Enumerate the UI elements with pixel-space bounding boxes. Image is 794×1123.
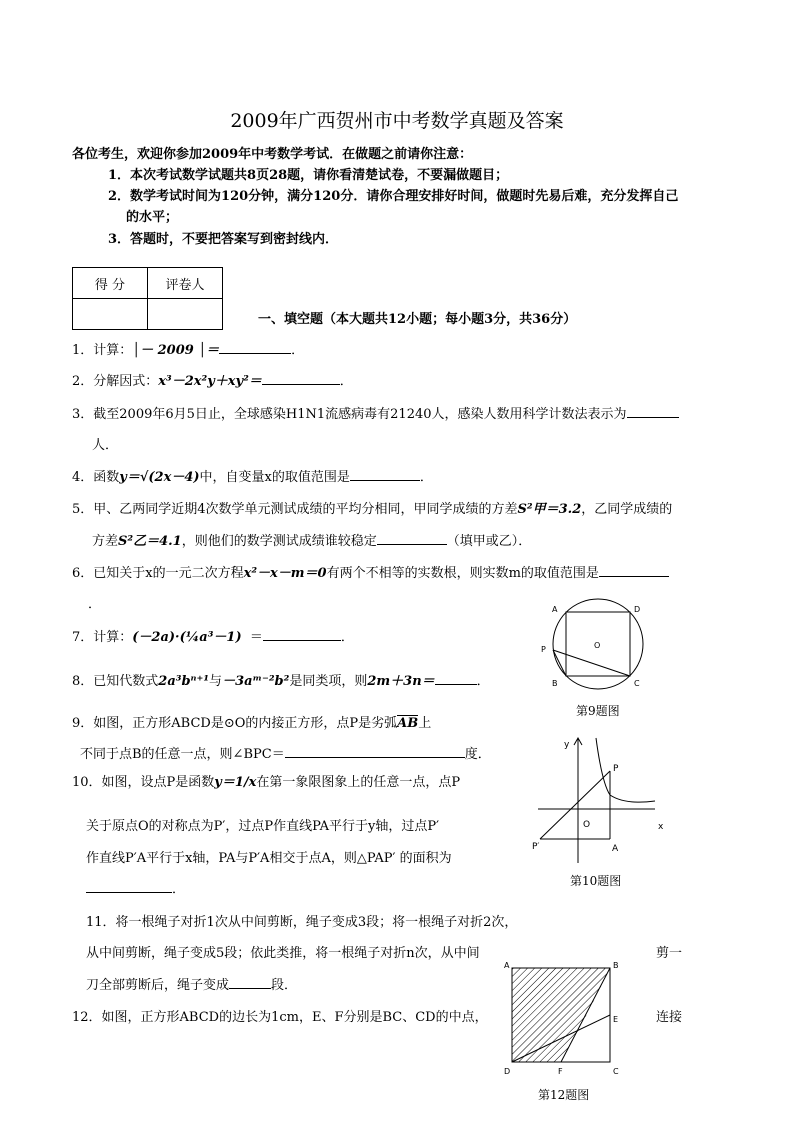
label-p: P	[541, 645, 546, 654]
section-heading: 一、填空题（本大题共12小题；每小题3分，共36分）	[258, 312, 577, 327]
question-10-line4: ．	[86, 878, 185, 897]
intro-note-1: 1．本次考试数学试题共8页28题，请你看清楚试卷，不要漏做题目；	[108, 168, 509, 183]
shaded-region	[512, 968, 610, 1062]
label-p: P	[613, 764, 619, 774]
score-header: 得 分	[73, 268, 148, 299]
intro-greeting: 各位考生，欢迎你参加2009年中考数学考试．在做题之前请你注意：	[72, 147, 473, 162]
grader-cell[interactable]	[148, 299, 223, 330]
score-table	[72, 267, 223, 330]
label-f: F	[558, 1067, 563, 1076]
label-a: A	[552, 605, 558, 614]
label-x: x	[658, 822, 664, 832]
score-cell[interactable]	[73, 299, 148, 330]
question-10: 10．如图，设点P是函数y＝1/x在第一象限图象上的任意一点，点P	[72, 775, 461, 790]
label-c: C	[613, 1067, 619, 1076]
label-d: D	[634, 605, 641, 614]
label-p-prime: P′	[532, 842, 540, 852]
figure-12-caption: 第12题图	[538, 1088, 590, 1102]
question-3-cont: 人．	[92, 438, 119, 453]
question-10-line2: 关于原点O的对称点为P′，过点P作直线PA平行于y轴，过点P′	[86, 819, 440, 834]
figure-9	[530, 596, 670, 696]
figure-12	[500, 960, 625, 1080]
label-d: D	[504, 1067, 511, 1076]
question-5-cont: 方差S²乙＝4.1，则他们的数学测试成绩谁较稳定 （填甲或乙）．	[92, 530, 531, 549]
figure-10-caption: 第10题图	[570, 874, 622, 888]
question-6-end: ．	[88, 597, 102, 612]
question-11-line2: 从中间剪断，绳子变成5段；依此类推，将一根绳子对折n次，从中间	[86, 946, 480, 961]
page-title: 2009年广西贺州市中考数学真题及答案	[230, 110, 564, 132]
segment-pp2	[540, 771, 610, 839]
label-e: E	[613, 1015, 619, 1024]
label-b: B	[552, 679, 558, 688]
question-3: 3．截至2009年6月5日止，全球感染H1N1流感病毒有21240人，感染人数用科学计数法表示为	[72, 403, 679, 422]
question-9: 9．如图，正方形ABCD是⊙O的内接正方形，点P是劣弧AB上	[72, 716, 432, 731]
question-6: 6．已知关于x的一元二次方程x²－x－m＝0有两个不相等的实数根，则实数m的取值范围是	[72, 562, 669, 581]
question-11-line3: 刀全部剪断后，绳子变成 段．	[86, 974, 297, 993]
question-12-end: 连接	[656, 1010, 683, 1025]
label-c: C	[634, 679, 640, 688]
label-o: O	[594, 641, 601, 650]
label-b: B	[613, 961, 619, 970]
question-4: 4．函数y＝√(2x－4)中，自变量x的取值范围是 ．	[72, 466, 433, 485]
question-11: 11．将一根绳子对折1次从中间剪断，绳子变成3段；将一根绳子对折2次，	[86, 915, 518, 930]
question-10-line3: 作直线P′A平行于x轴，PA与P′A相交于点A，则△PAP′ 的面积为	[86, 851, 452, 866]
question-8: 8．已知代数式2a³bⁿ⁺¹与－3aᵐ⁻²b²是同类项，则2m＋3n＝ ．	[72, 670, 490, 689]
question-12: 12．如图，正方形ABCD的边长为1cm，E、F分别是BC、CD的中点，	[72, 1010, 488, 1025]
intro-note-2a: 2．数学考试时间为120分钟，满分120分．请你合理安排好时间，做题时先易后难，充分发挥自己	[108, 189, 679, 204]
question-9-cont: 不同于点B的任意一点，则∠BPC＝ 度．	[80, 743, 491, 762]
hyperbola-curve	[596, 738, 655, 802]
question-7: 7．计算：(－2a)·(¼a³－1) ＝ ．	[72, 626, 354, 645]
label-o: O	[583, 820, 591, 830]
question-2: 2．分解因式：x³－2x²y＋xy²＝ ．	[72, 370, 353, 389]
grader-header: 评卷人	[148, 268, 223, 299]
label-a: A	[612, 844, 619, 854]
figure-9-caption: 第9题图	[576, 704, 620, 718]
question-1: 1．计算：│－ 2009 │＝ ．	[72, 339, 304, 358]
question-5: 5．甲、乙两同学近期4次数学单元测试成绩的平均分相同，甲同学成绩的方差S²甲＝3.2，乙同学成绩的	[72, 502, 673, 517]
label-a: A	[504, 961, 510, 970]
question-11-line2-end: 剪一	[656, 946, 683, 961]
label-y: y	[564, 740, 570, 750]
intro-note-2b: 的水平；	[126, 210, 179, 225]
figure-10	[530, 733, 675, 868]
intro-note-3: 3．答题时，不要把答案写到密封线内．	[108, 232, 339, 247]
